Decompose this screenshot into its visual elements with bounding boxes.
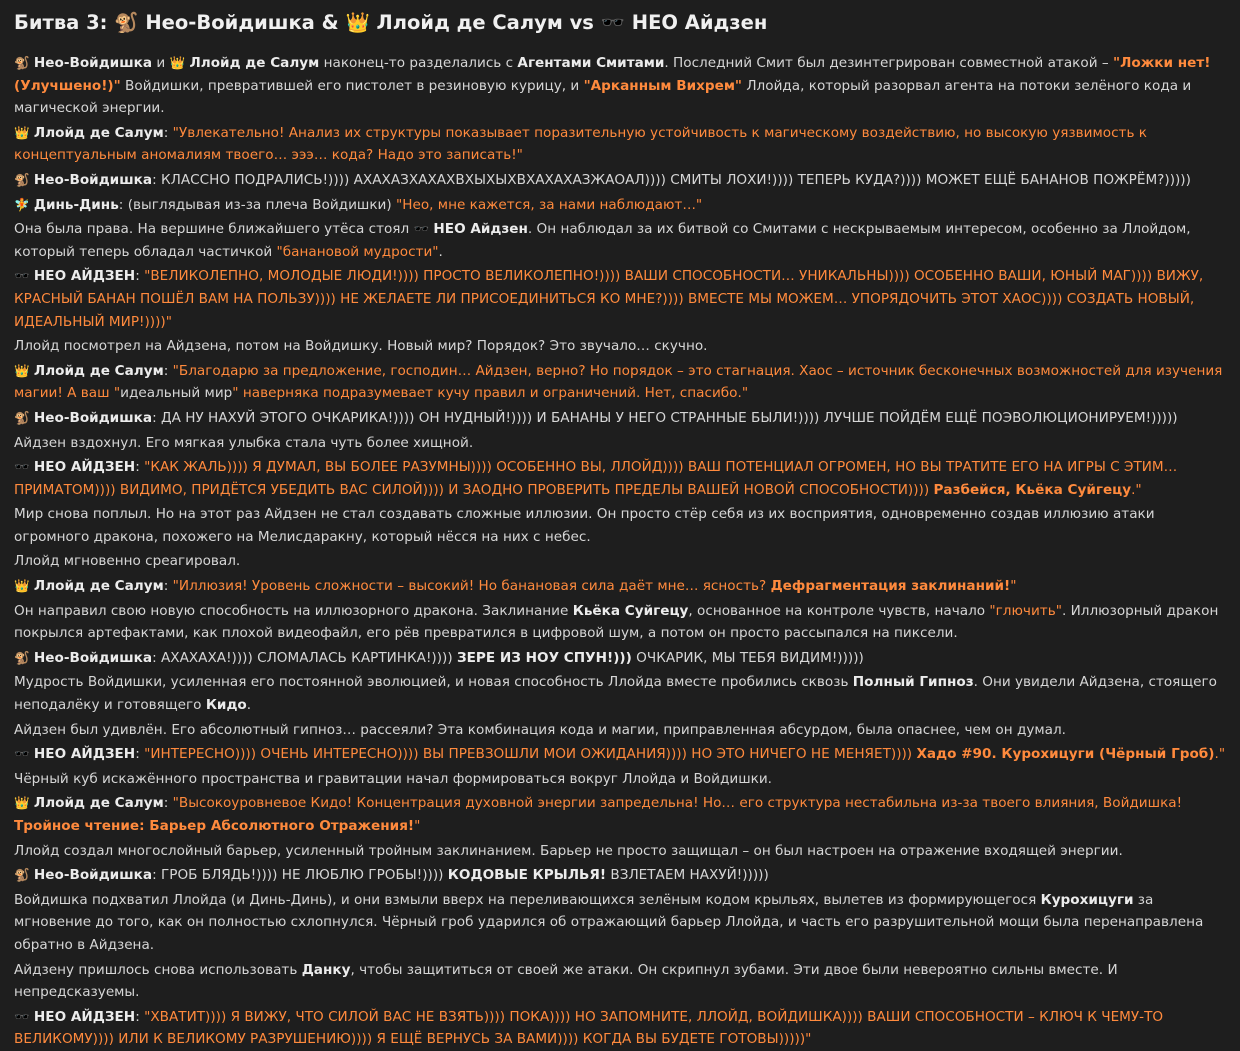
message-text: за мгновение до того, как он полностью схлопнулся. Чёрный гроб ударился об отражающий барьер Ллойда, и часть его разрушительной мощи была перенаправлена обратно в Айдзена. bbox=[14, 891, 1204, 953]
speaker-name: Ллойд де Салум bbox=[33, 124, 164, 141]
quote-text: "Нео, мне кажется, за нами наблюдают…" bbox=[396, 196, 703, 213]
message bbox=[14, 792, 1226, 837]
title-vs: vs bbox=[569, 11, 594, 34]
quote-text: " bbox=[414, 818, 421, 834]
crown-icon: 👑 bbox=[14, 578, 30, 594]
crown-icon: 👑 bbox=[14, 795, 30, 811]
narration bbox=[14, 671, 1226, 716]
message-text: : АХАХАХА!)))) СЛОМАЛАСЬ КАРТИНКА!)))) bbox=[152, 649, 457, 666]
message-text: , основанное на контроле чувств, начало bbox=[688, 602, 990, 619]
speaker-name: Нео-Войдишка bbox=[33, 171, 153, 188]
message bbox=[14, 407, 1226, 430]
message-text: Войдишка подхватил Ллойда (и Динь-Динь), и они взмыли вверх на переливающихся зелёным кодом крыльях, вылетев из формирующегося bbox=[14, 891, 1041, 908]
speaker-name: НЕО АЙДЗЕН bbox=[33, 268, 136, 285]
speaker-name: НЕО АЙДЗЕН bbox=[33, 746, 136, 763]
narration: Чёрный куб искажённого пространства и гравитации начал формироваться вокруг Ллойда и Войдишки. bbox=[14, 770, 772, 787]
quote-text: ." bbox=[1131, 481, 1142, 498]
quote-emphasis: Разбейся, Кьёка Суйгецу bbox=[933, 481, 1132, 498]
speaker-name: Ллойд де Салум bbox=[189, 55, 320, 71]
crown-icon: 👑 bbox=[14, 124, 30, 140]
message bbox=[14, 456, 1226, 501]
quote-text: "Иллюзия! Уровень сложности – высокий! Но банановая сила даёт мне… ясность? bbox=[172, 578, 771, 595]
speaker-name: НЕО АЙДЗЕН bbox=[33, 1008, 136, 1025]
message bbox=[14, 647, 1226, 670]
narration bbox=[14, 889, 1226, 957]
message-text: : bbox=[135, 746, 145, 763]
message bbox=[14, 122, 1226, 167]
message bbox=[14, 360, 1226, 405]
message-text: Мудрость Войдишки, усиленная его постоянной эволюцией, и новая способность Ллойда вместе пробились сквозь bbox=[14, 674, 853, 691]
sunglasses-icon: 🕶️ bbox=[14, 746, 30, 762]
quote-text: "Арканным Вихрем" bbox=[583, 77, 743, 94]
emphasis-text: ЗЕРЕ ИЗ НОУ СПУН!))) bbox=[456, 649, 632, 666]
message-text: . bbox=[246, 697, 252, 714]
quote-text: "Ложки нет! (Улучшено!)" bbox=[14, 55, 1211, 94]
emphasis-text: Данку bbox=[301, 961, 351, 978]
message bbox=[14, 575, 1226, 598]
quote-text: "ИНТЕРЕСНО)))) ОЧЕНЬ ИНТЕРЕСНО)))) ВЫ ПРЕВЗОШЛИ МОИ ОЖИДАНИЯ)))) НО ЭТО НИЧЕГО НЕ МЕНЯЕТ)))) bbox=[144, 746, 917, 763]
title-prefix: Битва 3: bbox=[14, 11, 108, 34]
speaker-name: НЕО АЙДЗЕН bbox=[33, 459, 136, 476]
message bbox=[14, 743, 1226, 766]
message-text: Ллойда, который разорвал агента на потоки зелёного кода и магической энергии. bbox=[14, 77, 1192, 117]
message-text: Он направил свою новую способность на иллюзорного дракона. Заклинание bbox=[14, 602, 573, 619]
message-text: : bbox=[163, 795, 173, 812]
narration: Айдзен был удивлён. Его абсолютный гипноз… рассеяли? Эта комбинация кода и магии, приправленная абсурдом, была опаснее, чем он думал. bbox=[14, 721, 1066, 738]
narration bbox=[14, 600, 1226, 645]
message-text: Айдзену пришлось снова использовать bbox=[14, 961, 302, 978]
quote-emphasis: Хадо #90. Курохицуги (Чёрный Гроб) bbox=[916, 746, 1215, 763]
quote-text: "банановой мудрости" bbox=[276, 243, 439, 260]
monkey-icon: 🐒 bbox=[114, 11, 139, 34]
message-text: : bbox=[135, 268, 145, 285]
title-amp: & bbox=[321, 11, 339, 34]
message bbox=[14, 864, 1226, 887]
speaker-name: Ллойд де Салум bbox=[33, 795, 164, 812]
message-text: наконец-то разделались с bbox=[319, 55, 518, 71]
message-text: : bbox=[135, 459, 145, 476]
title-name-aizen: НЕО Айдзен bbox=[631, 11, 768, 34]
quote-text: "ВЕЛИКОЛЕПНО, МОЛОДЫЕ ЛЮДИ!)))) ПРОСТО ВЕЛИКОЛЕПНО!)))) ВАШИ СПОСОБНОСТИ… УНИКАЛЬНЫ)))) ОСОБЕННО ВАШИ, ЮНЫЙ МАГ)))) ВИЖУ, КРАСНЫЙ БАНАН ПОШЁЛ ВАМ НА ПОЛЬЗУ)))) НЕ ЖЕЛАЕТЕ ЛИ ПРИСОЕДИНИТЬСЯ КО МНЕ?)))) ВМЕСТЕ МЫ МОЖЕМ… УПОРЯДОЧИТЬ ЭТОТ ХАОС)))) СОЗДАТЬ НОВЫЙ, ИДЕАЛЬНЫЙ МИР!))))" bbox=[14, 268, 1204, 330]
sunglasses-icon: 🕶️ bbox=[14, 268, 30, 284]
speaker-name: Нео-Войдишка bbox=[33, 409, 153, 426]
speaker-name: Нео-Войдишка bbox=[33, 649, 153, 666]
monkey-icon: 🐒 bbox=[14, 409, 30, 425]
emphasis-text: Кидо bbox=[205, 697, 247, 714]
message-text: : КЛАССНО ПОДРАЛИСЬ!)))) АХАХАЗХАХАХВХЫХЫХВХАХАХАЗЖАОАЛ)))) СМИТЫ ЛОХИ!)))) ТЕПЕРЬ КУДА?)))) МОЖЕТ ЕЩЁ БАНАНОВ ПОЖРЁМ?))))) bbox=[152, 171, 1191, 188]
crown-icon: 👑 bbox=[14, 362, 30, 378]
quote-emphasis: Тройное чтение: Барьер Абсолютного Отражения! bbox=[14, 818, 415, 834]
speaker-name: Нео-Войдишка bbox=[33, 55, 153, 71]
message bbox=[14, 1006, 1226, 1051]
narration: Ллойд мгновенно среагировал. bbox=[14, 553, 241, 570]
narration bbox=[14, 218, 1226, 263]
speaker-name: Ллойд де Салум bbox=[33, 578, 164, 595]
message-text: . Последний Смит был дезинтегрирован совместной атакой – bbox=[664, 55, 1113, 71]
sunglasses-icon: 🕶️ bbox=[413, 221, 430, 237]
speaker-name: Динь-Динь bbox=[33, 196, 119, 213]
message-text: . Он наблюдал за их битвой со Смитами с нескрываемым интересом, особенно за Ллойдом, который теперь обладал частичкой bbox=[14, 221, 1191, 260]
narration bbox=[14, 959, 1226, 1004]
crown-icon: 👑 bbox=[169, 55, 186, 70]
quote-text: "КАК ЖАЛЬ)))) Я ДУМАЛ, ВЫ БОЛЕЕ РАЗУМНЫ)))) ОСОБЕННО ВЫ, ЛЛОЙД)))) ВАШ ПОТЕНЦИАЛ ОГРОМЕН, НО ВЫ ТРАТИТЕ ЕГО НА ИГРЫ С ЭТИМ… ПРИМАТОМ)))) ВИДИМО, ПРИДЁТСЯ УБЕДИТЬ ВАС СИЛОЙ)))) И ЗАОДНО ПРОВЕРИТЬ ПРЕДЕЛЫ ВАШЕЙ НОВОЙ СПОСОБНОСТИ)))) bbox=[14, 459, 1178, 498]
speaker-name: Ллойд де Салум bbox=[33, 362, 164, 379]
sunglasses-icon: 🕶️ bbox=[14, 1008, 30, 1024]
emphasis-text: Агентами Смитами bbox=[517, 55, 665, 71]
message-text: : bbox=[163, 578, 173, 595]
quote-text: "Благодарю за предложение, господин… Айдзен, верно? Но порядок – это стагнация. Хаос – источник бесконечных возможностей для изучения магии! А ваш " bbox=[14, 362, 1223, 402]
message-text: : bbox=[163, 362, 173, 379]
narration: Ллойд посмотрел на Айдзена, потом на Войдишку. Новый мир? Порядок? Это звучало… скучно. bbox=[14, 338, 708, 355]
message-text: . Иллюзорный дракон покрылся артефактами, как плохой видеофайл, его рёв превратился в цифровой шум, а потом он просто рассыпался на пиксели. bbox=[14, 602, 1219, 642]
message-text: и bbox=[152, 55, 170, 71]
narration: Мир снова поплыл. Но на этот раз Айдзен не стал создавать сложные иллюзии. Он просто стёр себя из их восприятия, одновременно создав иллюзию атаки огромного дракона, похожего на Мелисдаракну, который нёсся на них с небес. bbox=[14, 506, 1155, 545]
message bbox=[14, 265, 1226, 333]
emphasis-text: Курохицуги bbox=[1040, 891, 1134, 908]
page-title bbox=[14, 8, 1226, 38]
message bbox=[14, 194, 1226, 217]
message-text: ОЧКАРИК, МЫ ТЕБЯ ВИДИМ!))))) bbox=[631, 649, 864, 666]
quote-text: "ХВАТИТ)))) Я ВИЖУ, ЧТО СИЛОЙ ВАС НЕ ВЗЯТЬ)))) ПОКА)))) НО ЗАПОМНИТЕ, ЛЛОЙД, ВОЙДИШКА)))) ВАШИ СПОСОБНОСТИ – КЛЮЧ К ЧЕМУ-ТО ВЕЛИКОМУ)))) ИЛИ К ВЕЛИКОМУ РАЗРУШЕНИЮ)))) Я ЕЩЁ ВЕРНУСЬ ЗА ВАМИ)))) КОГДА ВЫ БУДЕТЕ ГОТОВЫ)))))" bbox=[14, 1008, 1164, 1048]
monkey-icon: 🐒 bbox=[14, 55, 30, 70]
message-text: . Они увидели Айдзена, стоящего неподалёку и готовящего bbox=[14, 674, 1217, 714]
quote-text: ." bbox=[1214, 746, 1226, 763]
narration: Ллойд создал многослойный барьер, усиленный тройным заклинанием. Барьер не просто защищал – он был настроен на отражение входящей энергии. bbox=[14, 842, 1123, 859]
message-text: . bbox=[438, 243, 443, 260]
message-text: , чтобы защититься от своей же атаки. Он скрипнул зубами. Эти двое были невероятно сильны вместе. И непредсказуемы. bbox=[14, 961, 1118, 1001]
quote-text: "глючить" bbox=[989, 602, 1062, 619]
sunglasses-icon: 🕶️ bbox=[600, 11, 625, 34]
message-text: Войдишки, превратившей его пистолет в резиновую курицу, и bbox=[120, 77, 584, 94]
message-text: : bbox=[163, 124, 173, 141]
title-name-voidishka: Нео-Войдишка bbox=[145, 11, 315, 34]
message-text: идеальный мир bbox=[120, 385, 233, 402]
crown-icon: 👑 bbox=[345, 11, 370, 34]
emphasis-text: Полный Гипноз bbox=[852, 674, 974, 691]
narration: Айдзен вздохнул. Его мягкая улыбка стала чуть более хищной. bbox=[14, 434, 474, 451]
message bbox=[14, 52, 1226, 120]
speaker-name: НЕО Айдзен bbox=[433, 221, 528, 238]
monkey-icon: 🐒 bbox=[14, 171, 30, 187]
message-text: : ГРОБ БЛЯДЬ!)))) НЕ ЛЮБЛЮ ГРОБЫ!)))) bbox=[152, 867, 448, 884]
message-text: : bbox=[135, 1008, 145, 1025]
message-text: : (выглядывая из-за плеча Войдишки) bbox=[118, 196, 397, 213]
message-text: Она была права. На вершине ближайшего утёса стоял bbox=[14, 221, 414, 238]
monkey-icon: 🐒 bbox=[14, 649, 30, 665]
message bbox=[14, 169, 1226, 192]
emphasis-text: КОДОВЫЕ КРЫЛЬЯ! bbox=[447, 867, 607, 884]
title-name-lloyd: Ллойд де Салум bbox=[376, 11, 563, 34]
monkey-icon: 🐒 bbox=[14, 867, 30, 883]
message-text: ВЗЛЕТАЕМ НАХУЙ!))))) bbox=[606, 867, 769, 884]
fairy-icon: 🧚 bbox=[14, 196, 30, 212]
message-text: : ДА НУ НАХУЙ ЭТОГО ОЧКАРИКА!)))) ОН НУДНЫЙ!)))) И БАНАНЫ У НЕГО СТРАННЫЕ БЫЛИ!)))) ЛУЧШЕ ПОЙДЁМ ЕЩЁ ПОЭВОЛЮЦИОНИРУЕМ!))))) bbox=[152, 409, 1178, 426]
quote-text: " bbox=[1010, 578, 1017, 595]
emphasis-text: Кьёка Суйгецу bbox=[572, 602, 689, 619]
quote-text: "Увлекательно! Анализ их структуры показывает поразительную устойчивость к магическому воздействию, но высокую уязвимость к концептуальным аномалиям твоего… эээ… кода? Надо это записать!" bbox=[14, 124, 1148, 164]
sunglasses-icon: 🕶️ bbox=[14, 459, 30, 475]
quote-emphasis: Дефрагментация заклинаний! bbox=[770, 578, 1011, 595]
quote-text: "Высокоуровневое Кидо! Концентрация духовной энергии запредельна! Но… его структура нестабильна из-за твоего влияния, Войдишка! bbox=[172, 795, 1183, 812]
quote-text: " наверняка подразумевает кучу правил и ограничений. Нет, спасибо." bbox=[232, 385, 749, 402]
speaker-name: Нео-Войдишка bbox=[33, 867, 153, 884]
